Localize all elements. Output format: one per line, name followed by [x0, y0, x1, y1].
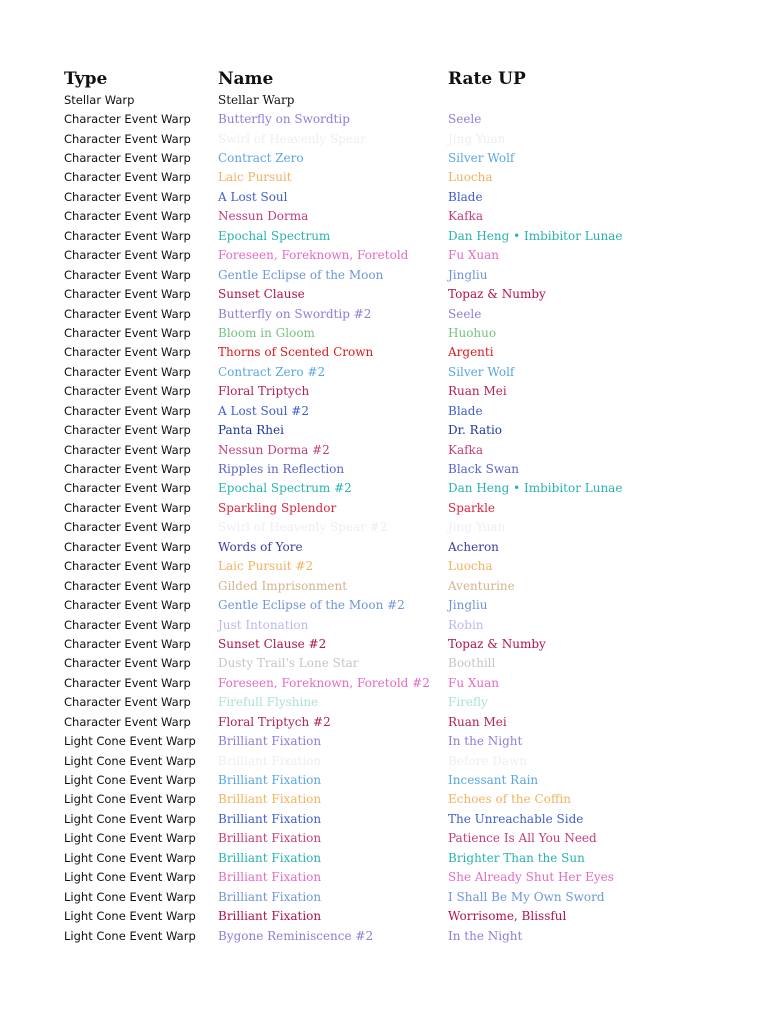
cell-rate-up: The Unreachable Side: [448, 811, 584, 826]
table-row: [64, 518, 744, 537]
cell-type: Character Event Warp: [64, 267, 191, 282]
cell-name: Contract Zero #2: [218, 364, 326, 379]
cell-type: Character Event Warp: [64, 306, 191, 321]
cell-type: Character Event Warp: [64, 520, 191, 535]
table-row: [64, 168, 744, 187]
cell-rate-up: Silver Wolf: [448, 151, 515, 166]
cell-rate-up: Patience Is All You Need: [448, 831, 597, 846]
cell-name: Brilliant Fixation: [218, 773, 322, 788]
cell-name: Nessun Dorma #2: [218, 442, 330, 457]
cell-type: Character Event Warp: [64, 248, 191, 263]
table-row: [64, 634, 744, 653]
cell-rate-up: Jing Yuan: [448, 131, 506, 146]
cell-type: Character Event Warp: [64, 151, 191, 166]
cell-type: Light Cone Event Warp: [64, 928, 196, 943]
cell-name: Gentle Eclipse of the Moon #2: [218, 598, 405, 613]
cell-rate-up: I Shall Be My Own Sword: [448, 889, 605, 904]
table-row: [64, 790, 744, 809]
cell-name: Brilliant Fixation: [218, 792, 322, 807]
cell-name: Brilliant Fixation: [218, 734, 322, 749]
cell-type: Light Cone Event Warp: [64, 889, 196, 904]
cell-type: Character Event Warp: [64, 287, 191, 302]
cell-type: Character Event Warp: [64, 228, 191, 243]
cell-name: Brilliant Fixation: [218, 811, 322, 826]
cell-rate-up: Luocha: [448, 559, 493, 574]
table-row: [64, 148, 744, 167]
cell-rate-up: Jingliu: [448, 598, 488, 613]
cell-name: Brilliant Fixation: [218, 889, 322, 904]
cell-type: Character Event Warp: [64, 423, 191, 438]
table-row: [64, 868, 744, 887]
table-row: [64, 226, 744, 245]
table-row: [64, 265, 744, 284]
cell-rate-up: Worrisome, Blissful: [448, 909, 567, 924]
cell-rate-up: Black Swan: [448, 462, 519, 477]
cell-rate-up: Fu Xuan: [448, 675, 500, 690]
cell-name: Firefull Flyshine: [218, 695, 319, 710]
cell-rate-up: Fu Xuan: [448, 248, 500, 263]
table-row: [64, 906, 744, 925]
cell-type: Stellar Warp: [64, 92, 135, 107]
cell-rate-up: Echoes of the Coffin: [448, 792, 571, 807]
table-row: [64, 576, 744, 595]
table-row: [64, 829, 744, 848]
cell-rate-up: Seele: [448, 112, 482, 127]
cell-name: Brilliant Fixation: [218, 870, 322, 885]
table-row: [64, 323, 744, 342]
header-rate-up: Rate UP: [448, 69, 526, 89]
cell-name: Laic Pursuit: [218, 170, 292, 185]
cell-rate-up: Jingliu: [448, 267, 488, 282]
cell-type: Character Event Warp: [64, 559, 191, 574]
cell-type: Light Cone Event Warp: [64, 734, 196, 749]
cell-name: Brilliant Fixation: [218, 831, 322, 846]
cell-name: Sunset Clause #2: [218, 636, 327, 651]
table-row: [64, 654, 744, 673]
cell-type: Character Event Warp: [64, 131, 191, 146]
cell-name: Panta Rhei: [218, 423, 284, 438]
cell-rate-up: Robin: [448, 617, 484, 632]
cell-rate-up: Huohuo: [448, 325, 497, 340]
cell-type: Character Event Warp: [64, 384, 191, 399]
cell-name: Sparkling Splendor: [218, 500, 337, 515]
cell-name: Gentle Eclipse of the Moon: [218, 267, 384, 282]
cell-rate-up: Kafka: [448, 209, 483, 224]
table-row: [64, 809, 744, 828]
cell-name: Swirl of Heavenly Spear #2: [218, 520, 388, 535]
cell-name: Epochal Spectrum #2: [218, 481, 352, 496]
table-row: [64, 459, 744, 478]
cell-name: Floral Triptych: [218, 384, 310, 399]
cell-name: Floral Triptych #2: [218, 714, 331, 729]
cell-name: Brilliant Fixation: [218, 753, 322, 768]
cell-rate-up: Argenti: [448, 345, 494, 360]
table-row: [64, 343, 744, 362]
cell-type: Character Event Warp: [64, 598, 191, 613]
cell-type: Character Event Warp: [64, 500, 191, 515]
table-row: [64, 926, 744, 945]
table-row: [64, 712, 744, 731]
cell-name: A Lost Soul #2: [218, 403, 309, 418]
table-row: [64, 751, 744, 770]
cell-rate-up: Luocha: [448, 170, 493, 185]
cell-rate-up: Brighter Than the Sun: [448, 850, 585, 865]
cell-rate-up: Acheron: [448, 539, 499, 554]
cell-name: Brilliant Fixation: [218, 909, 322, 924]
cell-name: Nessun Dorma: [218, 209, 309, 224]
table-row: [64, 848, 744, 867]
cell-type: Character Event Warp: [64, 617, 191, 632]
cell-type: Character Event Warp: [64, 675, 191, 690]
warp-table: [64, 64, 744, 945]
cell-type: Character Event Warp: [64, 364, 191, 379]
table-row: [64, 557, 744, 576]
cell-type: Character Event Warp: [64, 656, 191, 671]
cell-name: Butterfly on Swordtip: [218, 112, 350, 127]
cell-rate-up: Incessant Rain: [448, 773, 539, 788]
table-row: [64, 498, 744, 517]
table-header: [64, 64, 744, 90]
cell-name: Brilliant Fixation: [218, 850, 322, 865]
cell-rate-up: Sparkle: [448, 500, 496, 515]
table-row: [64, 129, 744, 148]
cell-name: Gilded Imprisonment: [218, 578, 348, 593]
cell-name: A Lost Soul: [218, 189, 288, 204]
cell-type: Character Event Warp: [64, 209, 191, 224]
table-row: [64, 673, 744, 692]
cell-type: Light Cone Event Warp: [64, 831, 196, 846]
cell-name: Words of Yore: [218, 539, 303, 554]
table-row: [64, 479, 744, 498]
cell-rate-up: Aventurine: [448, 578, 515, 593]
cell-rate-up: In the Night: [448, 734, 523, 749]
cell-type: Character Event Warp: [64, 112, 191, 127]
table-row: [64, 401, 744, 420]
table-row: [64, 246, 744, 265]
cell-type: Light Cone Event Warp: [64, 811, 196, 826]
table-row: [64, 187, 744, 206]
table-row: [64, 284, 744, 303]
cell-rate-up: Dan Heng • Imbibitor Lunae: [448, 228, 623, 243]
cell-rate-up: Blade: [448, 403, 483, 418]
cell-name: Butterfly on Swordtip #2: [218, 306, 372, 321]
table-row: [64, 770, 744, 789]
cell-type: Light Cone Event Warp: [64, 870, 196, 885]
table-row: [64, 382, 744, 401]
cell-rate-up: Firefly: [448, 695, 488, 710]
cell-rate-up: Topaz & Numby: [448, 636, 546, 651]
cell-name: Contract Zero: [218, 151, 304, 166]
cell-type: Light Cone Event Warp: [64, 792, 196, 807]
cell-type: Character Event Warp: [64, 578, 191, 593]
cell-rate-up: Jing Yuan: [448, 520, 506, 535]
cell-type: Character Event Warp: [64, 442, 191, 457]
cell-name: Thorns of Scented Crown: [218, 345, 374, 360]
cell-type: Light Cone Event Warp: [64, 753, 196, 768]
cell-type: Character Event Warp: [64, 403, 191, 418]
cell-name: Just Intonation: [218, 617, 309, 632]
table-row: [64, 887, 744, 906]
table-row: [64, 595, 744, 614]
cell-type: Character Event Warp: [64, 170, 191, 185]
cell-type: Character Event Warp: [64, 714, 191, 729]
cell-name: Sunset Clause: [218, 287, 305, 302]
cell-type: Light Cone Event Warp: [64, 909, 196, 924]
cell-name: Stellar Warp: [218, 92, 295, 107]
cell-type: Character Event Warp: [64, 695, 191, 710]
table-row: [64, 109, 744, 128]
cell-type: Character Event Warp: [64, 345, 191, 360]
table-row: [64, 207, 744, 226]
cell-rate-up: Ruan Mei: [448, 384, 507, 399]
table-row: [64, 420, 744, 439]
cell-name: Foreseen, Foreknown, Foretold: [218, 248, 409, 263]
cell-rate-up: Blade: [448, 189, 483, 204]
cell-type: Character Event Warp: [64, 462, 191, 477]
header-type: Type: [64, 69, 108, 89]
cell-name: Bloom in Gloom: [218, 325, 315, 340]
table-row: [64, 362, 744, 381]
cell-type: Character Event Warp: [64, 481, 191, 496]
cell-rate-up: Topaz & Numby: [448, 287, 546, 302]
cell-type: Light Cone Event Warp: [64, 773, 196, 788]
cell-type: Character Event Warp: [64, 636, 191, 651]
table-row: [64, 693, 744, 712]
table-row: [64, 304, 744, 323]
table-row: [64, 537, 744, 556]
cell-type: Character Event Warp: [64, 189, 191, 204]
cell-name: Swirl of Heavenly Spear: [218, 131, 366, 146]
cell-type: Character Event Warp: [64, 539, 191, 554]
cell-rate-up: Ruan Mei: [448, 714, 507, 729]
cell-rate-up: Before Dawn: [448, 753, 528, 768]
cell-rate-up: Dr. Ratio: [448, 423, 503, 438]
cell-rate-up: Kafka: [448, 442, 483, 457]
cell-rate-up: Boothill: [448, 656, 496, 671]
cell-name: Epochal Spectrum: [218, 228, 331, 243]
table-row: [64, 615, 744, 634]
cell-rate-up: Silver Wolf: [448, 364, 515, 379]
cell-rate-up: She Already Shut Her Eyes: [448, 870, 614, 885]
table-row: [64, 440, 744, 459]
cell-name: Foreseen, Foreknown, Foretold #2: [218, 675, 430, 690]
cell-name: Ripples in Reflection: [218, 462, 345, 477]
cell-name: Laic Pursuit #2: [218, 559, 314, 574]
table-body: [64, 90, 744, 945]
cell-name: Bygone Reminiscence #2: [218, 928, 374, 943]
table-row: [64, 90, 744, 109]
cell-rate-up: Dan Heng • Imbibitor Lunae: [448, 481, 623, 496]
cell-type: Light Cone Event Warp: [64, 850, 196, 865]
table-row: [64, 731, 744, 750]
cell-type: Character Event Warp: [64, 325, 191, 340]
cell-rate-up: In the Night: [448, 928, 523, 943]
cell-rate-up: Seele: [448, 306, 482, 321]
header-name: Name: [218, 69, 274, 89]
cell-name: Dusty Trail's Lone Star: [218, 656, 359, 671]
